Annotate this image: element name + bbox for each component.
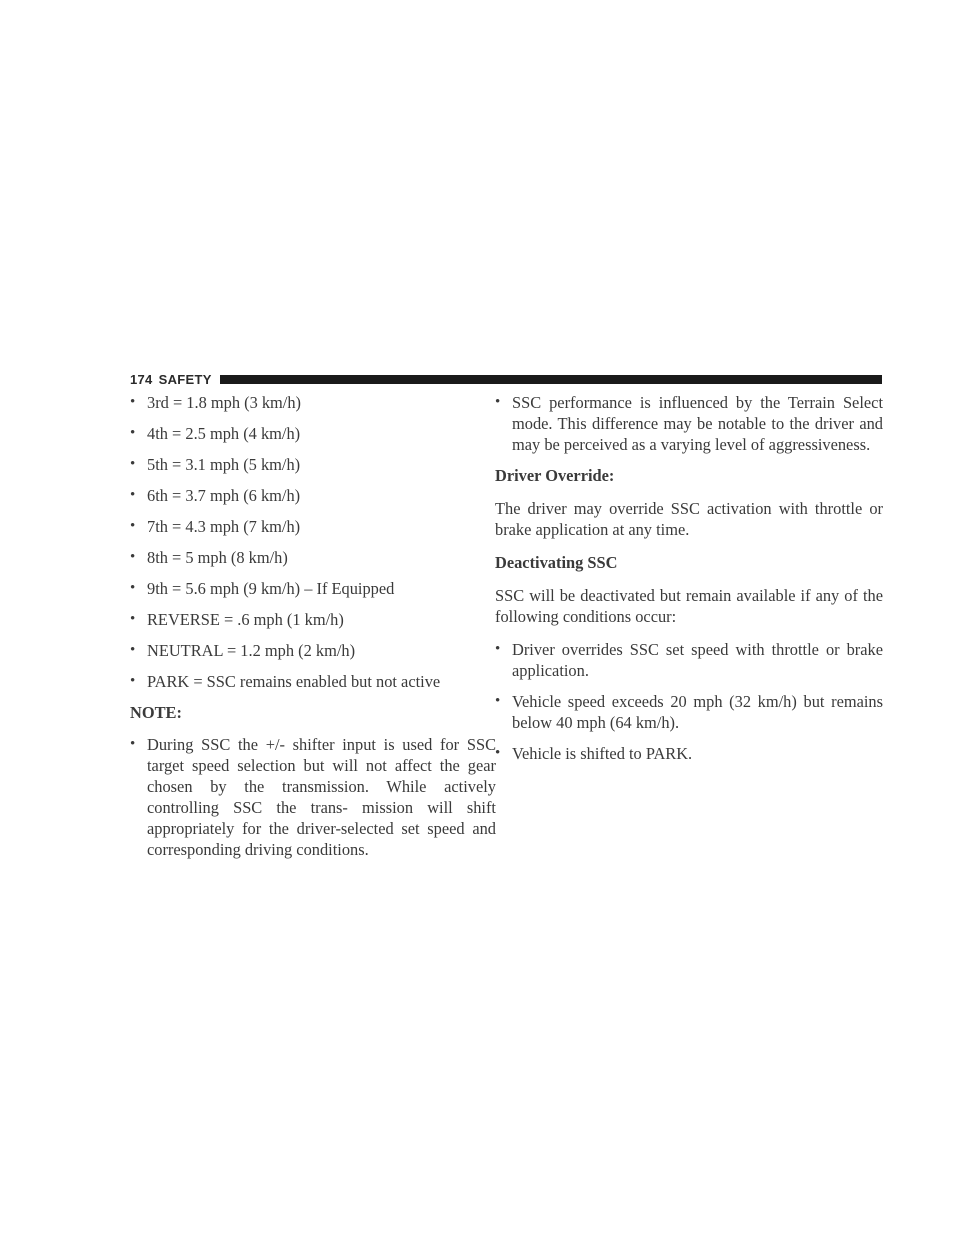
bullet-icon: • xyxy=(130,642,136,658)
note-heading: NOTE: xyxy=(130,703,182,722)
list-item-text: 8th = 5 mph (8 km/h) xyxy=(147,548,288,567)
list-item-text: 4th = 2.5 mph (4 km/h) xyxy=(147,424,301,443)
bullet-icon: • xyxy=(495,641,501,657)
list-item-text: 6th = 3.7 mph (6 km/h) xyxy=(147,486,301,505)
list-item xyxy=(130,454,496,475)
driver-override-heading: Driver Override: xyxy=(495,466,615,485)
bullet-icon: • xyxy=(495,745,501,761)
bullet-icon: • xyxy=(495,394,501,410)
bullet-icon: • xyxy=(130,736,136,752)
bullet-icon: • xyxy=(130,549,136,565)
bullet-icon: • xyxy=(130,580,136,596)
left-column xyxy=(130,392,496,870)
list-item-text: REVERSE = .6 mph (1 km/h) xyxy=(147,610,344,629)
list-item xyxy=(495,691,883,733)
header-rule xyxy=(220,375,882,384)
terrain-select-list xyxy=(495,392,883,455)
list-item-text: Driver overrides SSC set speed with throttle or brake application. xyxy=(512,640,883,680)
list-item-text: 7th = 4.3 mph (7 km/h) xyxy=(147,517,301,536)
speed-list xyxy=(130,392,496,692)
deactivating-conditions-list xyxy=(495,639,883,764)
list-item xyxy=(130,423,496,444)
list-item xyxy=(130,640,496,661)
list-item xyxy=(130,485,496,506)
list-item-text: PARK = SSC remains enabled but not active xyxy=(147,672,441,691)
list-item xyxy=(130,547,496,568)
bullet-icon: • xyxy=(495,693,501,709)
bullet-icon: • xyxy=(130,425,136,441)
bullet-icon: • xyxy=(130,394,136,410)
list-item xyxy=(130,392,496,413)
list-item xyxy=(130,609,496,630)
list-item-text: 5th = 3.1 mph (5 km/h) xyxy=(147,455,301,474)
page-number: 174 xyxy=(130,371,153,387)
list-item xyxy=(495,392,883,455)
note-list xyxy=(130,734,496,860)
driver-override-text: The driver may override SSC activation with throttle or brake application at any time. xyxy=(495,499,883,539)
bullet-icon: • xyxy=(130,518,136,534)
list-item xyxy=(130,671,496,692)
list-item-text: 9th = 5.6 mph (9 km/h) – If Equipped xyxy=(147,579,395,598)
section-title: SAFETY xyxy=(158,371,212,387)
list-item xyxy=(130,734,496,860)
right-column xyxy=(495,392,883,774)
list-item xyxy=(130,516,496,537)
list-item-text: NEUTRAL = 1.2 mph (2 km/h) xyxy=(147,641,356,660)
list-item-text: Vehicle speed exceeds 20 mph (32 km/h) but remains below 40 mph (64 km/h). xyxy=(512,692,883,732)
list-item-text: SSC performance is influenced by the Terrain Select mode. This difference may be notable to the driver and may be perceived as a varying level of aggressiveness. xyxy=(512,393,883,454)
list-item-text: During SSC the +/- shifter input is used for SSC target speed selection but will not affect the gear chosen by the transmission. While actively controlling SSC the trans- mission will shift appropriately for the driver-selected set speed and corresponding driving conditions. xyxy=(147,735,496,859)
list-item-text: 3rd = 1.8 mph (3 km/h) xyxy=(147,393,302,412)
list-item-text: Vehicle is shifted to PARK. xyxy=(512,744,693,763)
deactivating-text: SSC will be deactivated but remain available if any of the following conditions occur: xyxy=(495,586,883,626)
bullet-icon: • xyxy=(130,456,136,472)
bullet-icon: • xyxy=(130,673,136,689)
deactivating-heading: Deactivating SSC xyxy=(495,553,618,572)
bullet-icon: • xyxy=(130,611,136,627)
list-item xyxy=(130,578,496,599)
page-header xyxy=(130,372,882,386)
list-item xyxy=(495,743,883,764)
bullet-icon: • xyxy=(130,487,136,503)
list-item xyxy=(495,639,883,681)
